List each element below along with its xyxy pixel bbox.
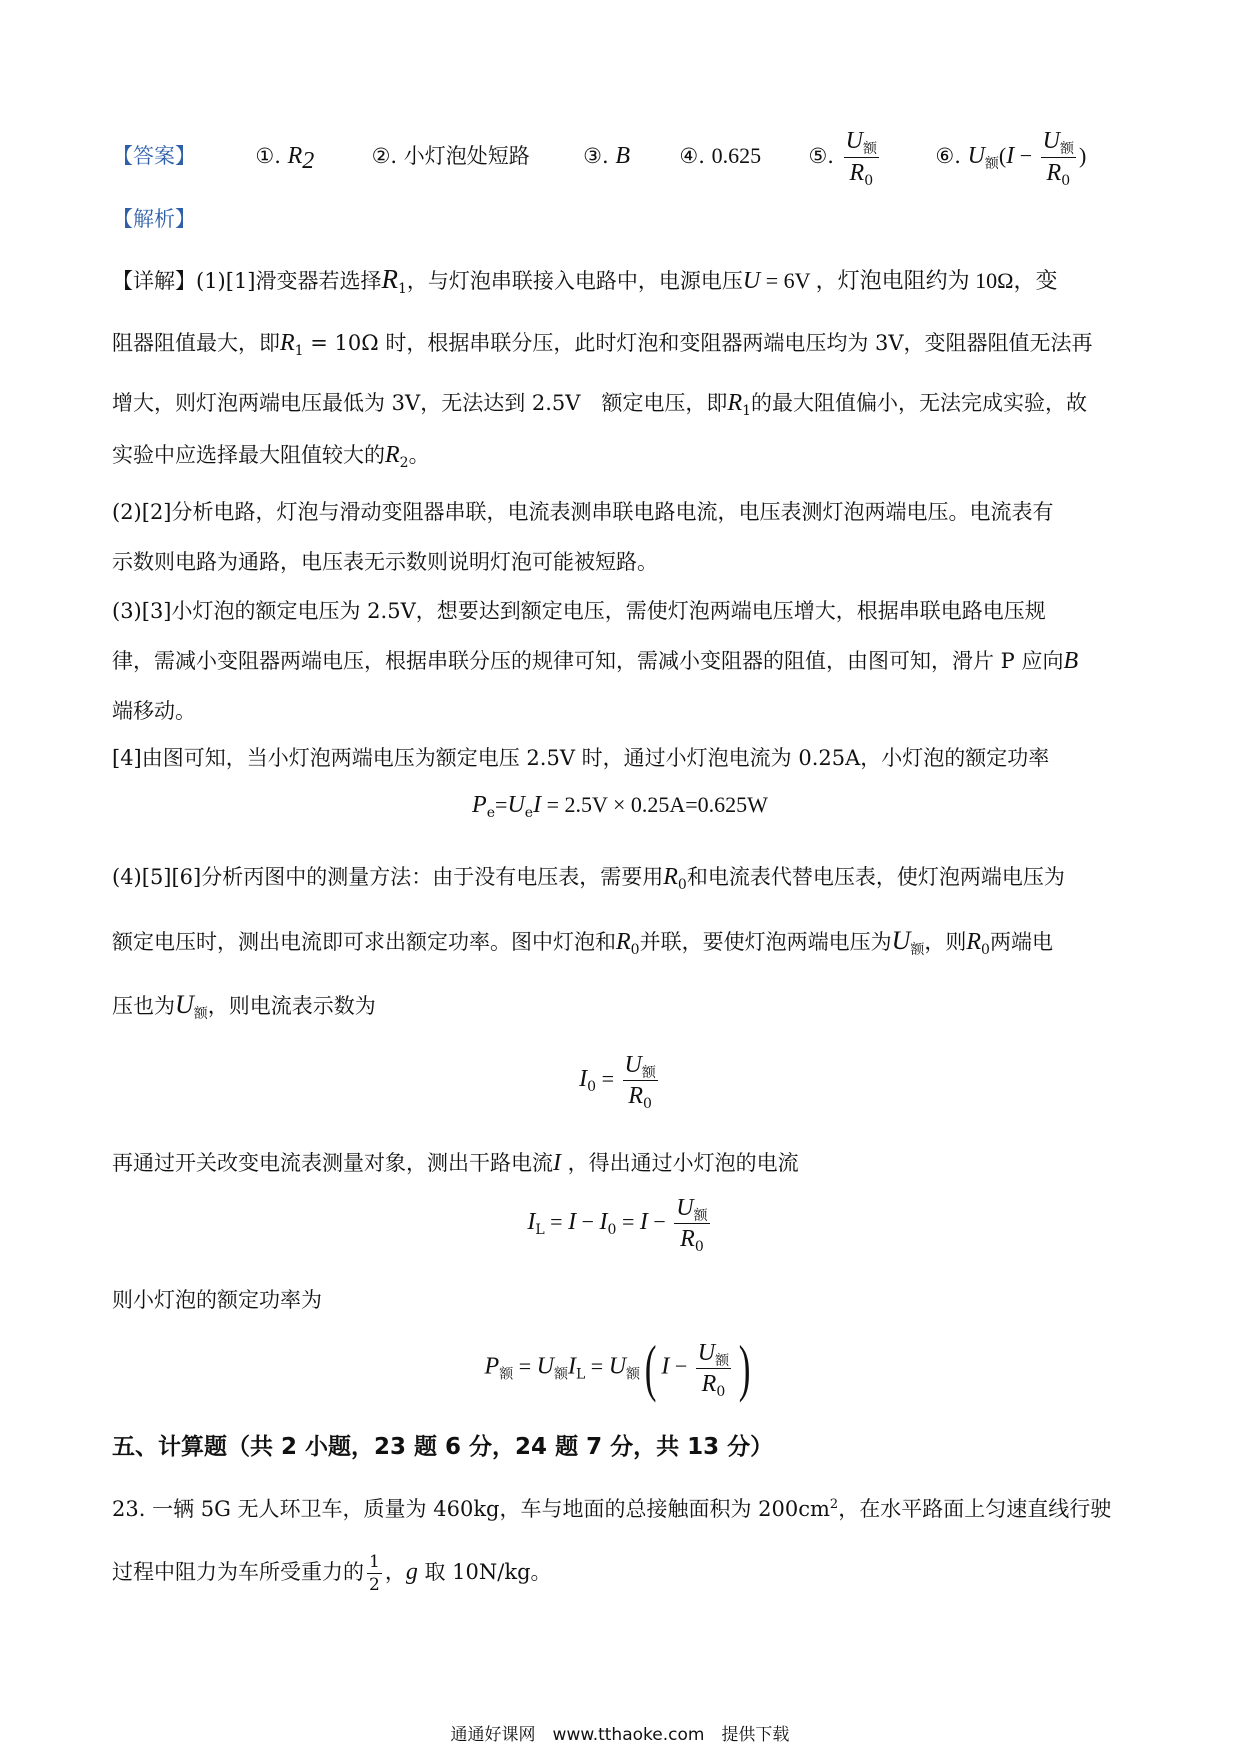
answer-item-5: ⑤. $\frac{U_额}{R_0}$: [808, 128, 877, 189]
equation-p: $P_额 = U_额I_L = U_额$( I − $\frac{U_额}{R_0}$ ): [484, 1332, 751, 1403]
equation-il: $I_L = I - I_0 = I$ − $\frac{U_额}{R_0}$: [527, 1195, 708, 1255]
detail-line-3: 增大，则灯泡两端电压最低为 3V，无法达到 2.5V 额定电压，即$R_1$的最大阻值偏小，无法完成实验，故: [112, 390, 1088, 419]
q23-line-2: 过程中阻力为车所受重力的 $\frac{1}{2}$ ，g 取 10N/kg。: [112, 1552, 552, 1595]
p4-line-5: 则小灯泡的额定功率为: [112, 1288, 322, 1312]
p3-line-1: (3)[3]小灯泡的额定电压为 2.5V，想要达到额定电压，需使灯泡两端电压增大，根据串联电路电压规: [112, 599, 1046, 623]
power-equation: $P_e=U_eI = 2.5V \times 0.25A=0.625W$: [472, 792, 768, 821]
fraction: $\frac{1}{2}$: [369, 1552, 380, 1595]
fraction: $\frac{U_额}{R_0}$: [624, 1052, 656, 1112]
p4-line-2: 额定电压时，测出电流即可求出额定功率。图中灯泡和$R_0$并联，要使灯泡两端电压为$U_额$，则$R_0$两端电: [112, 926, 1053, 958]
answer-item-2: ②. 小灯泡处短路: [371, 144, 530, 168]
p4-line-4: 再通过开关改变电流表测量对象，测出干路电流I ，得出通过小灯泡的电流: [112, 1150, 799, 1176]
q23-line-1: 23. 一辆 5G 无人环卫车，质量为 460kg，车与地面的总接触面积为 $200cm^2$，在水平路面上匀速直线行驶: [112, 1497, 1112, 1521]
equation-i0: $I_0$ = $\frac{U_额}{R_0}$: [579, 1052, 656, 1112]
footer-source: 通通好课网 www.tthaoke.com 提供下载: [450, 1725, 790, 1745]
detail-line-2: 阻器阻值最大，即$R_1 = 10\Omega$ 时，根据串联分压，此时灯泡和变阻器两端电压均为 3V，变阻器阻值无法再: [112, 330, 1093, 359]
p3-line-2: 律，需减小变阻器两端电压，根据串联分压的规律可知，需减小变阻器的阻值，由图可知，滑片 P 应向B: [112, 648, 1079, 674]
fraction: $\frac{U_额}{R_0}$: [697, 1339, 730, 1400]
analysis-tag: 【解析】: [112, 207, 196, 231]
answer-item-4: ④. 0.625: [679, 143, 762, 168]
section-heading: 五、计算题（共 2 小题，23 题 6 分，24 题 7 分，共 13 分）: [112, 1434, 774, 1460]
p3-line-3: 端移动。: [112, 699, 196, 723]
p2-line-2: 示数则电路为通路，电压表无示数则说明灯泡可能被短路。: [112, 550, 658, 574]
answer-item-3: ③. B: [583, 143, 631, 169]
fraction: $\frac{U_额}{R_0}$: [676, 1195, 708, 1255]
detail-line-1: 【详解】(1)[1]滑变器若选择$R_1$，与灯泡串联接入电路中，电源电压U = 6V ，灯泡电阻约为 10Ω，变: [112, 264, 1058, 297]
detail-line-4: 实验中应选择最大阻值较大的$R_2$。: [112, 442, 430, 471]
p2-line-1: (2)[2]分析电路，灯泡与滑动变阻器串联，电流表测串联电路电流，电压表测灯泡两端电压。电流表有: [112, 500, 1054, 524]
p4-line-3: 压也为$U_额$，则电流表示数为: [112, 990, 376, 1022]
answer-tag: 【答案】: [112, 144, 196, 168]
p4-line-1: (4)[5][6]分析丙图中的测量方法：由于没有电压表，需要用$R_0$和电流表代替电压表，使灯泡两端电压为: [112, 864, 1065, 893]
fraction: $\frac{U_额}{R_0}$: [1042, 128, 1074, 189]
fraction: $\frac{U_额}{R_0}$: [845, 128, 877, 189]
answer-item-1: ①. $R_2$: [255, 143, 315, 174]
p3-line-4: [4]由图可知，当小灯泡两端电压为额定电压 2.5V 时，通过小灯泡电流为 0.25A，小灯泡的额定功率: [112, 746, 1050, 770]
answer-item-6: ⑥. $U_额(I$ − $\frac{U_额}{R_0}$ ): [935, 128, 1087, 189]
answer-line: [112, 128, 1086, 187]
